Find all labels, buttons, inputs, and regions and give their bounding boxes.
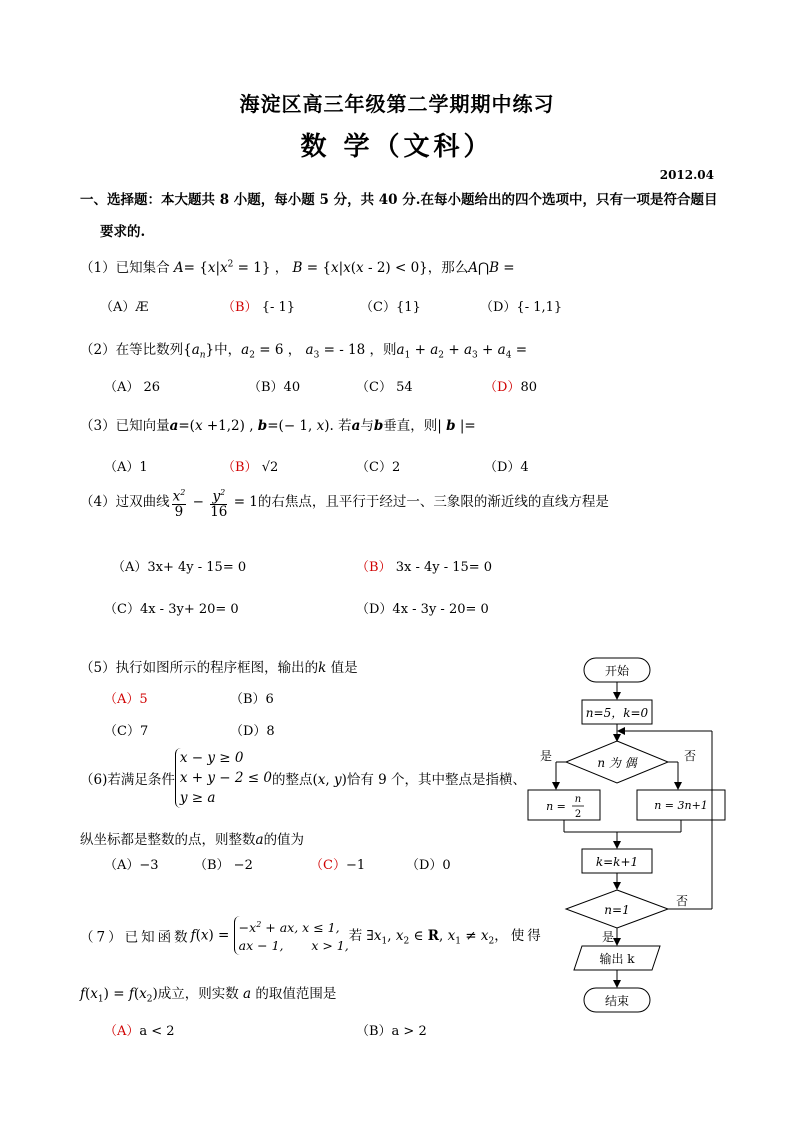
flow-init-label: n=5，k=0: [585, 706, 649, 720]
q6-option-d: （D）0: [406, 858, 451, 873]
q3-option-b-text: √2: [261, 460, 279, 475]
q3-option-b: [222, 456, 278, 475]
question-6-stem: （6)若满足条件x − y ≥ 0 x + y − 2 ≤ 0 y ≥ a的整点(x, y)恰有 9 个，其中整点是指横、: [80, 750, 527, 806]
q7-option-a-label: （A）: [104, 1024, 140, 1039]
q4-option-b-label: （B）: [356, 560, 392, 575]
flow-no1-label: 否: [683, 749, 697, 763]
q2-option-a: （A） 26: [104, 380, 161, 395]
question-7-stem: （7）已知函数$f(x) = -x^2$ + ax, x ≤ 1, ax − 1, x > 1,若 $\exists x_1$, $x_2$ ∈ R, $x_1 \ne x_2$，使得: [80, 916, 544, 955]
flow-yes2-label: 是: [601, 930, 615, 944]
flow-start-label: 开始: [604, 664, 630, 678]
q6-option-c-label: （C）: [310, 858, 346, 873]
q2-stem-a: （2）在等比数列: [80, 342, 184, 358]
q7-stem-a: （7）已知函数: [80, 929, 191, 946]
q5-option-d: （D）8: [230, 724, 275, 739]
q4-option-a: （A）3x+ 4y - 15= 0: [112, 560, 247, 575]
flow-right-box-label: n = 3n+1: [654, 799, 708, 812]
question-2-stem: （2）在等比数列$\{a_n\}$中，$a_2 = 6$ ， $a_3$ = - 18 ，则$a_1 + a_2 + a_3 + a_4$ =: [80, 342, 528, 361]
question-3-stem: （3）已知向量a=(x +1,2) , b=(− 1, x). 若a与b垂直，则| b |=: [80, 418, 476, 434]
question-6-stem-line2: 纵坐标都是整数的点，则整数a的值为: [80, 832, 305, 848]
q1-stem-b: ，那么: [427, 260, 469, 276]
q5-option-a: （A）5: [104, 692, 148, 707]
question-5-stem: （5）执行如图所示的程序框图，输出的k 值是: [80, 660, 358, 676]
flow-decision1-label: n 为 偶: [597, 756, 637, 770]
flow-end-label: 结束: [604, 994, 630, 1008]
q1-option-d: （D）{- 1,1}: [480, 300, 563, 315]
q1-option-a: （A）Æ: [100, 300, 149, 315]
section-heading-line1: 一、选择题：本大题共 8 小题，每小题 5 分，共 40 分.在每小题给出的四个选项中，只有一项是符合题目: [80, 192, 718, 208]
q1-option-b-label: （B）: [222, 300, 258, 315]
q6-stem-b: 的整点: [271, 772, 313, 788]
question-4-stem: （4）过双曲线 $\frac{x^2}{9}$ − $\frac{y^2}{16}$ = 1的右焦点，且平行于经过一、三象限的渐近线的直线方程是: [80, 488, 609, 520]
q6-option-b: （B） −2: [194, 858, 253, 873]
q4-option-d: （D）4x - 3y - 20= 0: [356, 602, 489, 617]
flow-output-label: 输出 k: [599, 952, 635, 966]
q3-stem-a: （3）已知向量: [80, 418, 170, 434]
q6-option-a: （A）−3: [104, 858, 159, 873]
section-heading-line2: 要求的.: [100, 224, 146, 240]
flow-left-box-num: n: [574, 794, 582, 805]
flow-yes1-label: 是: [539, 749, 553, 763]
q2-stem-c: ，则: [369, 342, 397, 358]
program-flowchart: [520, 650, 750, 1025]
question-7-stem-line2: $f(x_1) = f(x_2)$成立，则实数 a 的取值范围是: [80, 986, 337, 1005]
q3-stem-d: 垂直，则: [383, 418, 438, 434]
q1-option-b: [222, 296, 295, 315]
q7-option-a-text: a < 2: [139, 1024, 175, 1039]
q6-stem-line2-b: 的值为: [263, 832, 305, 848]
q3-stem-c: 与: [360, 418, 374, 434]
q4-option-c: （C）4x - 3y+ 20= 0: [104, 602, 239, 617]
q6-option-c: [310, 854, 365, 873]
q1-option-b-text: {- 1}: [261, 300, 296, 315]
q4-stem-a: （4）过双曲线: [80, 493, 170, 510]
question-1-stem: （1）已知集合 $A= \{x|x^2 = 1\}$ ， B = {x|x(x - 2) < 0}，那么A⋂B =: [80, 259, 515, 276]
q1-option-c: （C）{1}: [360, 300, 421, 315]
q5-option-c: （C）7: [104, 724, 149, 739]
q1-stem-a: （1）已知集合: [80, 260, 174, 276]
q4-option-b: [356, 556, 492, 575]
q5-stem-a: （5）执行如图所示的程序框图，输出的: [80, 660, 319, 676]
flow-left-box-den: 2: [574, 809, 582, 820]
q7-option-a: [104, 1020, 175, 1039]
q2-option-b: （B）40: [248, 380, 301, 395]
q4-option-b-text: 3x - 4y - 15= 0: [395, 560, 493, 575]
flow-left-box-label: n =: [546, 800, 566, 813]
q6-stem-c: 恰有 9 个，其中整点是指横、: [346, 772, 527, 788]
q7-stem-c: ，使得: [494, 928, 544, 945]
q2-option-d-text: 80: [520, 380, 537, 395]
q6-option-c-text: −1: [345, 858, 366, 873]
exam-subtitle: 数 学（文科）: [300, 132, 494, 162]
q7-stem-line2-b: 的取值范围是: [255, 986, 337, 1002]
q6-stem-a: （6)若满足条件: [80, 772, 175, 788]
q6-stem-line2-a: 纵坐标都是整数的点，则整数: [80, 832, 256, 848]
flow-no2-label: 否: [675, 894, 689, 908]
q3-stem-b: . 若: [329, 418, 352, 434]
exam-title: 海淀区高三年级第二学期期中练习: [239, 92, 555, 116]
q7-option-b: （B）a > 2: [356, 1024, 427, 1039]
q5-stem-b: 值是: [330, 660, 358, 676]
q2-stem-b: 中，: [214, 342, 242, 358]
q3-option-d: （D）4: [484, 460, 529, 475]
flow-decision2-label: n=1: [604, 903, 630, 917]
q4-stem-b: 的右焦点，且平行于经过一、三象限的渐近线的直线方程是: [257, 493, 609, 510]
q5-option-b: （B）6: [230, 692, 274, 707]
q3-option-c: （C）2: [356, 460, 401, 475]
q3-option-b-label: （B）: [222, 460, 258, 475]
flow-increment-label: k=k+1: [595, 855, 639, 869]
q7-stem-b: 若: [348, 928, 363, 945]
q2-option-d: [484, 376, 537, 395]
exam-date: 2012.04: [659, 168, 714, 182]
q3-option-a: （A）1: [104, 460, 148, 475]
q7-stem-line2-a: 成立，则实数: [157, 986, 239, 1002]
q2-option-c: （C） 54: [356, 380, 413, 395]
q2-option-d-label: （D）: [484, 380, 521, 395]
